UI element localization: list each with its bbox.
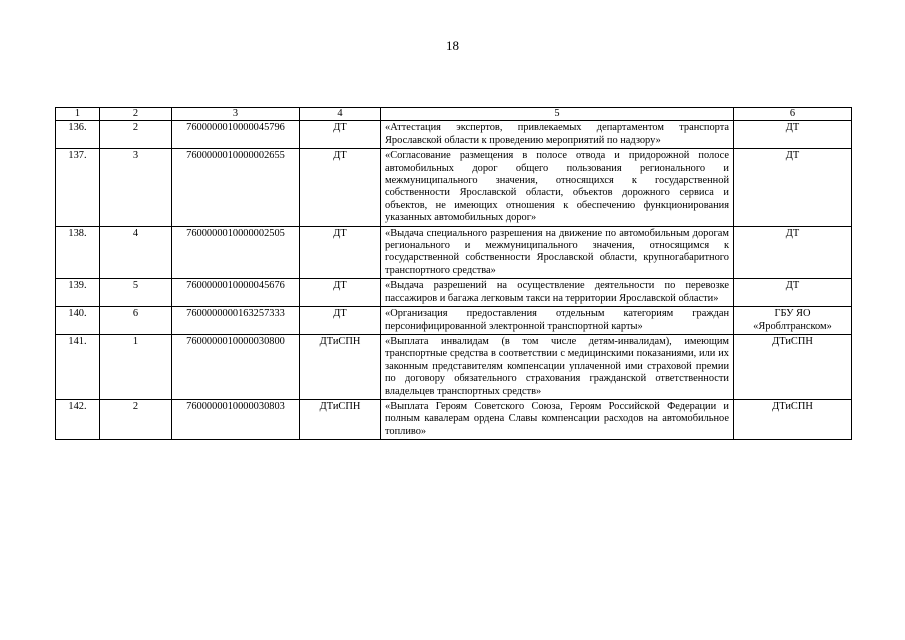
responsible-body: ДТ bbox=[734, 149, 852, 226]
service-code: 7600000010000030803 bbox=[172, 399, 300, 439]
table-header-row bbox=[56, 108, 852, 121]
header-col-2: 2 bbox=[100, 108, 172, 121]
service-description: «Выдача разрешений на осуществление деятельности по перевозке пассажиров и багажа легковым такси на территории Ярославской области» bbox=[381, 279, 734, 307]
header-col-5: 5 bbox=[381, 108, 734, 121]
service-description: «Согласование размещения в полосе отвода и придорожной полосе автомобильных дорог общего пользования регионального и межмуниципального значения, относящихся к государственной собственности Ярославской области, объектов дорожного сервиса и объектов, не имеющих отношения к обеспечению функционирования указанных автомобильных дорог» bbox=[381, 149, 734, 226]
department: ДТ bbox=[300, 121, 381, 149]
department: ДТ bbox=[300, 226, 381, 279]
row-number: 139. bbox=[56, 279, 100, 307]
table-row bbox=[56, 334, 852, 399]
header-col-3: 3 bbox=[172, 108, 300, 121]
service-description: «Выплата Героям Советского Союза, Героям Российской Федерации и полным кавалерам ордена Славы компенсации расходов на автомобильное топливо» bbox=[381, 399, 734, 439]
table-row bbox=[56, 279, 852, 307]
service-description: «Выдача специального разрешения на движение по автомобильным дорогам регионального и межмуниципального значения, относящимся к государственной собственности Ярославской области, крупногабаритного транспортного средства» bbox=[381, 226, 734, 279]
row-subnumber: 2 bbox=[100, 399, 172, 439]
row-subnumber: 1 bbox=[100, 334, 172, 399]
row-subnumber: 2 bbox=[100, 121, 172, 149]
row-number: 140. bbox=[56, 307, 100, 335]
service-code: 7600000010000045676 bbox=[172, 279, 300, 307]
header-col-1: 1 bbox=[56, 108, 100, 121]
responsible-body: ДТ bbox=[734, 279, 852, 307]
table-row bbox=[56, 121, 852, 149]
registry-table bbox=[55, 107, 852, 440]
service-code: 7600000010000045796 bbox=[172, 121, 300, 149]
service-code: 7600000010000030800 bbox=[172, 334, 300, 399]
service-code: 7600000000163257333 bbox=[172, 307, 300, 335]
department: ДТ bbox=[300, 149, 381, 226]
header-col-6: 6 bbox=[734, 108, 852, 121]
row-number: 141. bbox=[56, 334, 100, 399]
department: ДТиСПН bbox=[300, 399, 381, 439]
service-description: «Аттестация экспертов, привлекаемых департаментом транспорта Ярославской области к проведению мероприятий по надзору» bbox=[381, 121, 734, 149]
page-number: 18 bbox=[446, 38, 459, 53]
department: ДТ bbox=[300, 307, 381, 335]
row-number: 142. bbox=[56, 399, 100, 439]
row-subnumber: 5 bbox=[100, 279, 172, 307]
row-number: 137. bbox=[56, 149, 100, 226]
responsible-body: ДТиСПН bbox=[734, 334, 852, 399]
table-row bbox=[56, 399, 852, 439]
row-number: 138. bbox=[56, 226, 100, 279]
department: ДТ bbox=[300, 279, 381, 307]
row-subnumber: 4 bbox=[100, 226, 172, 279]
table-row bbox=[56, 307, 852, 335]
service-code: 7600000010000002655 bbox=[172, 149, 300, 226]
responsible-body: ДТ bbox=[734, 226, 852, 279]
row-number: 136. bbox=[56, 121, 100, 149]
row-subnumber: 6 bbox=[100, 307, 172, 335]
service-description: «Организация предоставления отдельным категориям граждан персонифицированной электронной транспортной карты» bbox=[381, 307, 734, 335]
responsible-body: ДТ bbox=[734, 121, 852, 149]
table-row bbox=[56, 149, 852, 226]
service-description: «Выплата инвалидам (в том числе детям-инвалидам), имеющим транспортные средства в соответствии с медицинскими показаниями, или их законным представителям компенсации уплаченной ими страховой премии по договору обязательного страхования гражданской ответственности владельцев транспортных средств» bbox=[381, 334, 734, 399]
service-code: 7600000010000002505 bbox=[172, 226, 300, 279]
responsible-body: ДТиСПН bbox=[734, 399, 852, 439]
responsible-body: ГБУ ЯО «Яроблтранском» bbox=[734, 307, 852, 335]
header-col-4: 4 bbox=[300, 108, 381, 121]
row-subnumber: 3 bbox=[100, 149, 172, 226]
department: ДТиСПН bbox=[300, 334, 381, 399]
table-row bbox=[56, 226, 852, 279]
